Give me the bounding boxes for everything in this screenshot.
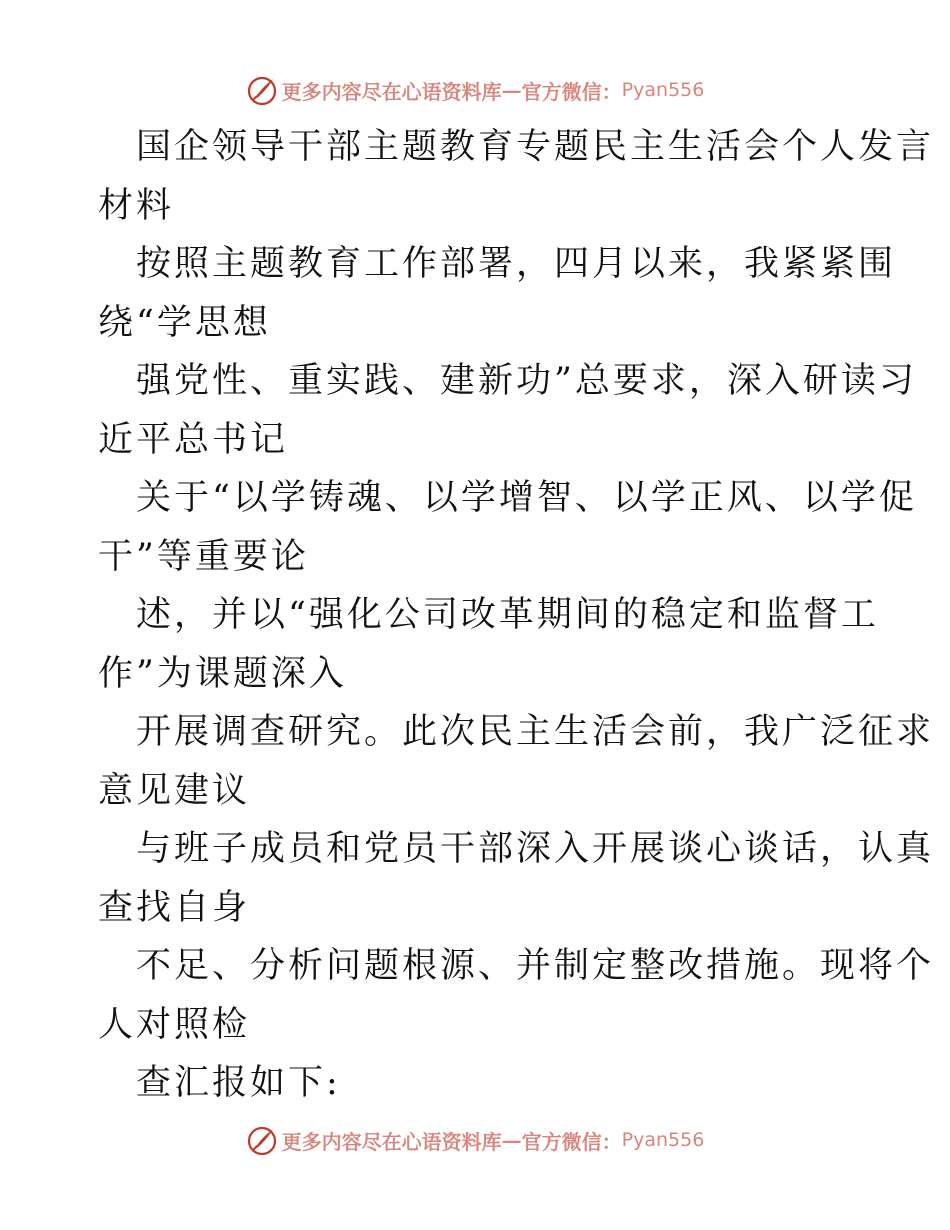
footer-dash: — [501, 1128, 522, 1152]
header-banner [0, 70, 950, 110]
document-title-line-1: 国企领导干部主题教育专题民主生活会个人发言 [136, 127, 935, 167]
footer-site-text: 更多内容尽在心语资料库 [281, 1129, 502, 1154]
header-dash: — [501, 78, 522, 102]
quill-pen-logo-icon [246, 1124, 278, 1156]
body-line: 与班子成员和党员干部深入开展谈心谈话，认真 [136, 829, 935, 869]
body-line: 查找自身 [98, 887, 251, 928]
header-wechat-id: Pyan556 [621, 79, 705, 101]
footer-wechat-id: Pyan556 [621, 1129, 705, 1151]
header-wechat-label: 官方微信： [521, 79, 622, 104]
body-line: 近平总书记 [98, 419, 289, 460]
body-line: 干”等重要论 [98, 536, 309, 577]
document-body [98, 118, 935, 1113]
body-line: 绕“学思想 [98, 302, 271, 343]
body-line: 作”为课题深入 [98, 653, 347, 694]
body-line: 意见建议 [98, 770, 251, 811]
header-site-text: 更多内容尽在心语资料库 [281, 79, 502, 104]
body-line: 强党性、重实践、建新功”总要求，深入研读习 [136, 361, 917, 401]
body-line: 查汇报如下: [136, 1063, 341, 1103]
body-line: 述，并以“强化公司改革期间的稳定和监督工 [136, 595, 879, 635]
footer-banner [0, 1120, 950, 1160]
footer-wechat-label: 官方微信： [521, 1129, 622, 1154]
document-title-line-2: 材料 [98, 185, 175, 226]
body-line: 开展调查研究。此次民主生活会前，我广泛征求 [136, 712, 935, 752]
body-line: 不足、分析问题根源、并制定整改措施。现将个 [136, 946, 935, 986]
quill-pen-logo-icon [246, 74, 278, 106]
body-line: 人对照检 [98, 1004, 251, 1045]
body-line: 关于“以学铸魂、以学增智、以学正风、以学促 [136, 478, 917, 518]
body-line: 按照主题教育工作部署，四月以来，我紧紧围 [136, 244, 897, 284]
